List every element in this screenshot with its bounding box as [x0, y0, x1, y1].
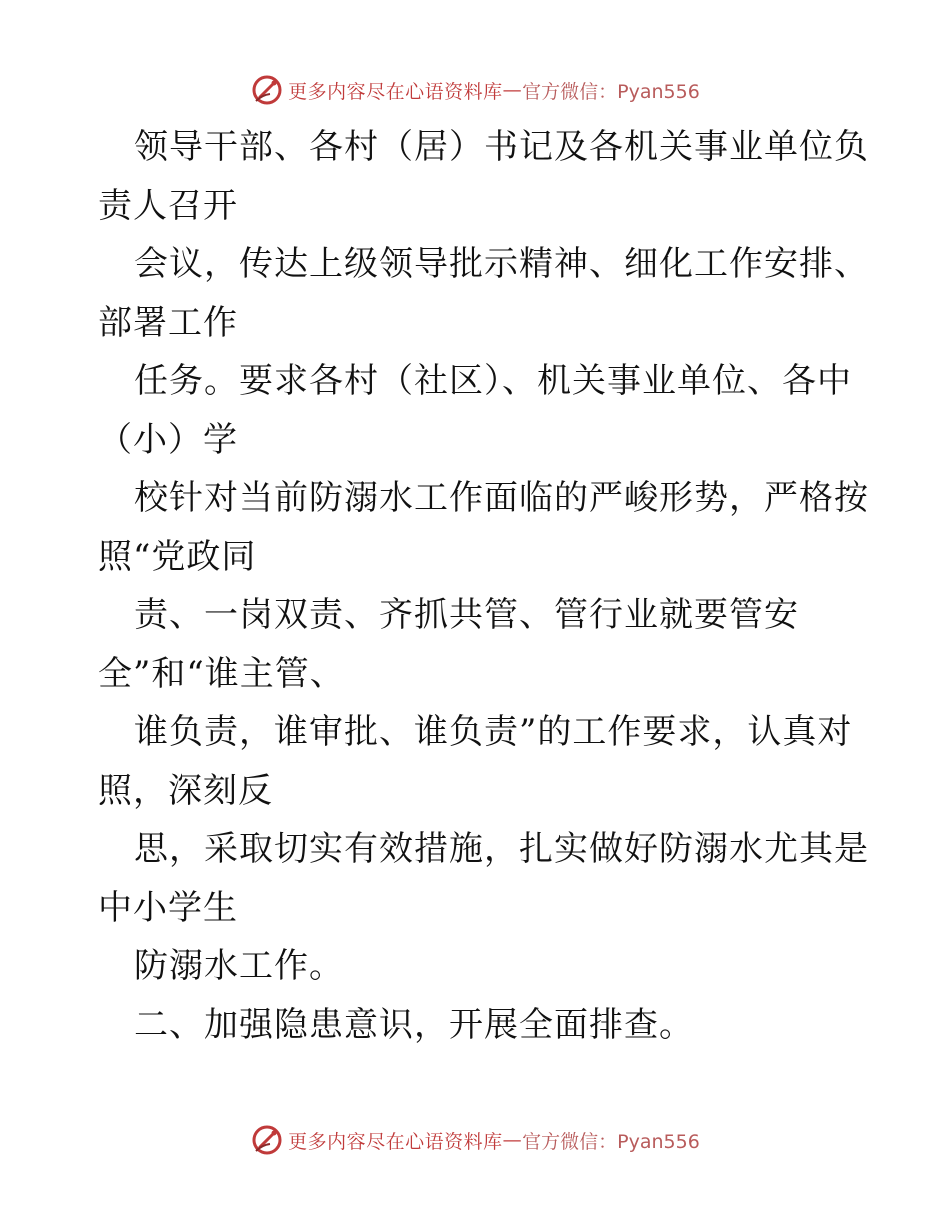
- banner-main-text: 更多内容尽在心语资料库: [288, 80, 503, 103]
- logo-icon: [250, 73, 284, 107]
- text-line: 校针对当前防溺水工作面临的严峻形势，严格按: [134, 478, 869, 518]
- text-line: 责、一岗双责、齐抓共管、管行业就要管安: [134, 595, 799, 635]
- text-line: （小）学: [98, 419, 238, 460]
- header-banner: [0, 72, 950, 108]
- text-line: 会议，传达上级领导批示精神、细化工作安排、: [134, 244, 869, 284]
- text-line: 责人召开: [98, 185, 238, 226]
- text-line: 照，深刻反: [98, 770, 273, 811]
- banner-dash: —: [502, 1129, 523, 1151]
- text-line: 思，采取切实有效措施，扎实做好防溺水尤其是: [134, 829, 869, 869]
- document-body: [98, 118, 869, 1054]
- footer-banner: [0, 1122, 950, 1158]
- banner-wechat-text: 官方微信：Pyan556: [522, 80, 700, 103]
- text-line: 防溺水工作。: [134, 946, 344, 986]
- text-line: 全”和“谁主管、: [98, 653, 345, 694]
- text-line: 中小学生: [98, 887, 238, 928]
- section-heading: 二、加强隐患意识，开展全面排查。: [134, 1004, 694, 1045]
- banner-wechat-text: 官方微信：Pyan556: [522, 1130, 700, 1153]
- banner-main-text: 更多内容尽在心语资料库: [288, 1130, 503, 1153]
- text-line: 部署工作: [98, 302, 238, 343]
- banner-dash: —: [502, 79, 523, 101]
- text-line: 任务。要求各村（社区）、机关事业单位、各中: [134, 361, 852, 401]
- text-line: 照“党政同: [98, 536, 257, 577]
- text-line: 领导干部、各村（居）书记及各机关事业单位负: [134, 127, 869, 167]
- logo-icon: [250, 1123, 284, 1157]
- text-line: 谁负责，谁审批、谁负责”的工作要求，认真对: [134, 712, 853, 752]
